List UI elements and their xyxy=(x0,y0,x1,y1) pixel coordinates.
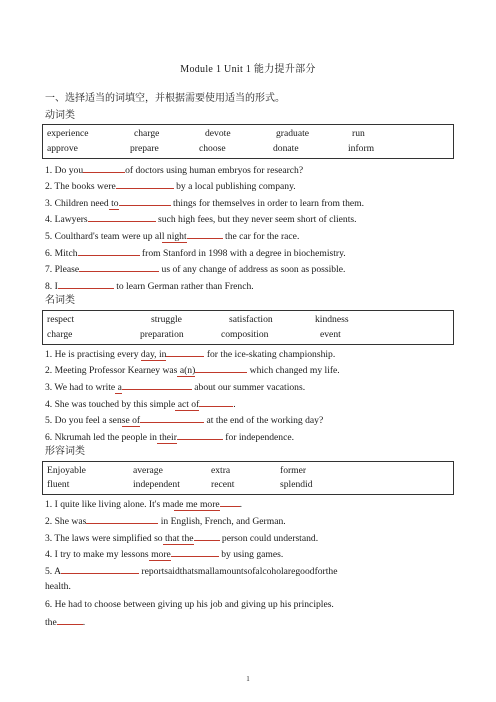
exercise-item: 6. Nkrumah led the people in their for independence. xyxy=(45,429,294,445)
word: splendid xyxy=(280,479,313,490)
word: event xyxy=(320,329,341,340)
word: recent xyxy=(211,479,235,490)
answer-blank[interactable]: to xyxy=(108,198,119,209)
word-box-nouns xyxy=(42,310,454,345)
exercise-item: 5. Do you feel a sense of at the end of the working day? xyxy=(45,412,323,428)
word: former xyxy=(280,465,307,476)
word: preparation xyxy=(140,329,184,340)
word: fluent xyxy=(47,479,70,490)
word: prepare xyxy=(130,143,159,154)
word: run xyxy=(352,128,365,139)
answer-blank[interactable] xyxy=(61,563,139,574)
section-heading-adjectives: 形容词类 xyxy=(45,446,85,457)
word: choose xyxy=(199,143,226,154)
answer-blank-extension[interactable] xyxy=(177,429,223,440)
answer-blank[interactable] xyxy=(83,162,125,173)
exercise-item: 4. I try to make my lessons more by using games. xyxy=(45,546,283,562)
answer-blank-extension[interactable] xyxy=(195,362,247,373)
exercise-item: 6. Mitch from Stanford in 1998 with a degree in biochemistry. xyxy=(45,245,346,261)
exercise-item: 7. Please us of any change of address as soon as possible. xyxy=(45,261,345,277)
exercise-item: 2. The books were by a local publishing company. xyxy=(45,178,296,194)
answer-blank[interactable] xyxy=(116,178,174,189)
word-box-adjectives xyxy=(42,461,454,495)
exercise-item: 5. Coulthard's team were up all night the car for the race. xyxy=(45,228,299,244)
word-row xyxy=(47,128,449,141)
word-row xyxy=(47,465,449,478)
answer-blank-extension[interactable] xyxy=(171,546,219,557)
word: charge xyxy=(134,128,160,139)
answer-blank[interactable]: their xyxy=(156,432,177,443)
answer-blank[interactable] xyxy=(78,245,140,256)
exercise-item: 3. We had to write a about our summer vacations. xyxy=(45,379,305,395)
word-row xyxy=(47,143,449,156)
exercise-item: 4. She was touched by this simple act of . xyxy=(45,396,236,412)
exercise-item: 3. Children need to things for themselves in order to learn from them. xyxy=(45,195,364,211)
answer-blank-extension[interactable] xyxy=(122,379,192,390)
word: experience xyxy=(47,128,89,139)
word: composition xyxy=(221,329,269,340)
answer-blank[interactable]: de me more xyxy=(174,499,220,510)
word: extra xyxy=(211,465,231,476)
answer-blank[interactable] xyxy=(86,513,158,524)
exercise-item: 5. A reportsaidthatsmallamountsofalcoholaregoodforthe xyxy=(45,563,337,579)
answer-blank[interactable]: l night xyxy=(161,231,187,242)
answer-blank-extension[interactable] xyxy=(166,346,204,357)
word: respect xyxy=(47,314,75,325)
answer-blank[interactable]: more xyxy=(148,549,171,560)
exercise-item: 1. Do you of doctors using human embryos for research? xyxy=(45,162,303,178)
answer-blank-extension[interactable] xyxy=(119,195,171,206)
word-row xyxy=(47,329,449,342)
answer-blank-extension[interactable] xyxy=(194,530,220,541)
answer-blank-extension[interactable] xyxy=(140,412,204,423)
word: struggle xyxy=(151,314,182,325)
exercise-item: 2. She was in English, French, and German. xyxy=(45,513,286,529)
exercise-item-continued: the . xyxy=(45,614,85,630)
word-row xyxy=(47,479,449,492)
section-heading-verbs: 动词类 xyxy=(45,110,75,121)
instruction: 一、选择适当的词填空，并根据需要使用适当的形式。 xyxy=(45,93,285,104)
word: donate xyxy=(273,143,299,154)
answer-blank[interactable]: se of xyxy=(121,415,141,426)
exercise-item: 3. The laws were simplified so that the person could understand. xyxy=(45,530,318,546)
word: devote xyxy=(205,128,231,139)
answer-blank[interactable]: a(n) xyxy=(177,365,196,376)
word: graduate xyxy=(276,128,310,139)
section-heading-nouns: 名词类 xyxy=(45,295,75,306)
word: Enjoyable xyxy=(47,465,86,476)
exercise-item: 6. He had to choose between giving up his job and giving up his principles. xyxy=(45,599,334,610)
answer-blank[interactable] xyxy=(79,261,159,272)
word: satisfaction xyxy=(229,314,273,325)
exercise-item: 2. Meeting Professor Kearney was a(n) which changed my life. xyxy=(45,362,340,378)
word: independent xyxy=(133,479,180,490)
word-box-verbs xyxy=(42,124,454,159)
exercise-item: 8. I to learn German rather than French. xyxy=(45,278,254,294)
page-number: 1 xyxy=(246,675,250,683)
exercise-item: 4. Lawyers such high fees, but they never seem short of clients. xyxy=(45,211,357,227)
word: inform xyxy=(348,143,375,154)
word-row xyxy=(47,314,449,327)
word: average xyxy=(133,465,163,476)
exercise-item: 1. I quite like living alone. It's made me more . xyxy=(45,496,242,512)
answer-blank[interactable] xyxy=(58,278,114,289)
answer-blank[interactable] xyxy=(57,614,83,625)
answer-blank-extension[interactable] xyxy=(187,228,223,239)
answer-blank[interactable]: day, in xyxy=(140,349,167,360)
word: charge xyxy=(47,329,73,340)
answer-blank[interactable]: a xyxy=(115,382,122,393)
answer-blank[interactable]: that the xyxy=(162,533,194,544)
answer-blank-extension[interactable] xyxy=(220,496,240,507)
answer-blank[interactable] xyxy=(88,211,156,222)
word: kindness xyxy=(315,314,349,325)
page-title: Module 1 Unit 1 能力提升部分 xyxy=(180,64,316,75)
word: approve xyxy=(47,143,78,154)
answer-blank-extension[interactable] xyxy=(199,396,233,407)
exercise-item: 1. He is practising every day, in for the ice-skating championship. xyxy=(45,346,335,362)
answer-blank[interactable]: act of xyxy=(175,399,200,410)
exercise-item-continued: health. xyxy=(45,581,71,592)
